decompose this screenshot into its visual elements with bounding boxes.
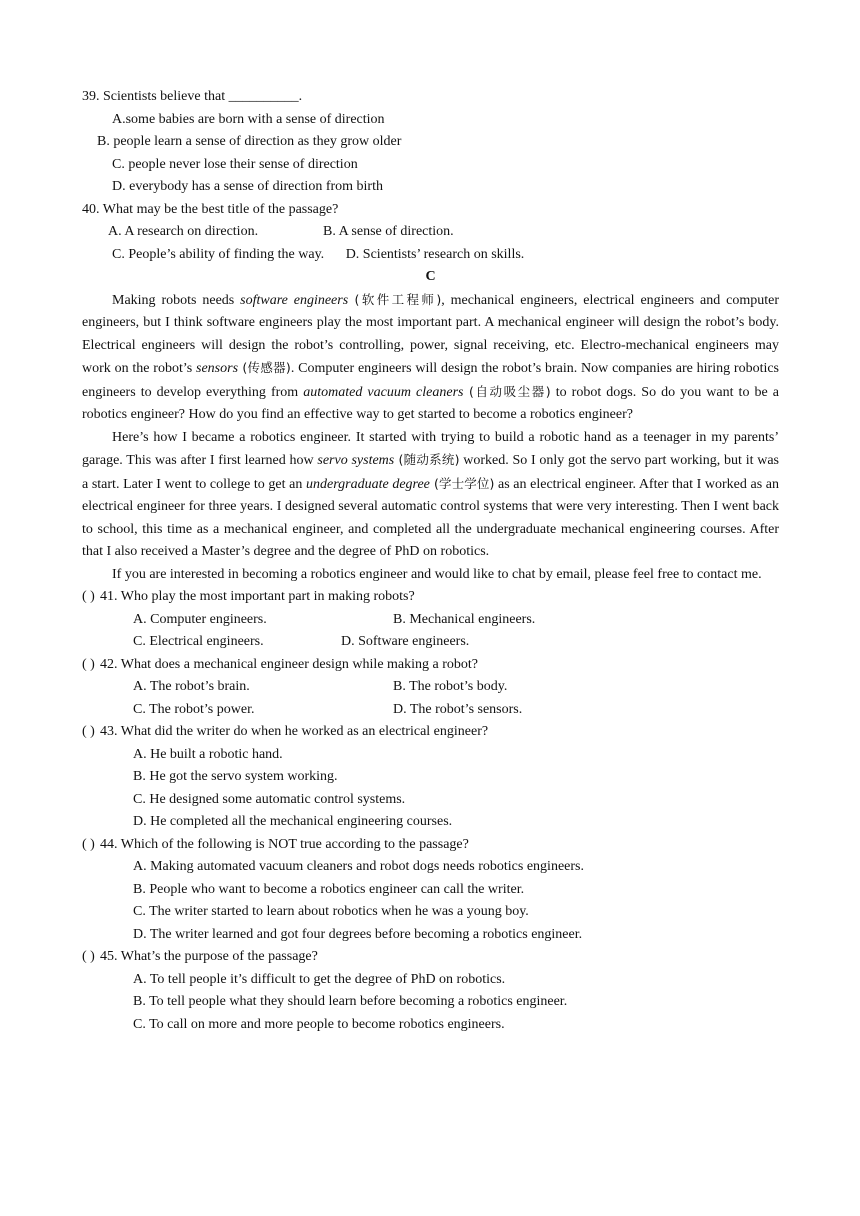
passage-paragraph-2: Here’s how I became a robotics engineer. It started with trying to build a robotic hand as a teenager in my parents’ garage. This was after I first learned how servo systems (随动系统) worked. So I only got the servo part working, but it was a start. Later I went to college to get an undergraduate degree (学士学位) as an electrical engineer. After that I worked as an electrical engineer for three years. I designed several automatic control systems that were very interesting. Then I went back to school, this time as a mechanical engineer, and completed all the undergraduate mechanical engineering courses. After that I also received a Master’s degree and the degree of PhD on robotics. — [82, 429, 780, 559]
q41-option-b: B. Mechanical engineers. — [393, 611, 536, 627]
q41-option-c: C. Electrical engineers. — [133, 634, 264, 649]
q43-option-c: C. He designed some automatic control systems. — [133, 791, 406, 807]
q43-option-d: D. He completed all the mechanical engineering courses. — [133, 814, 453, 829]
q43-stem: ( ) 43. What did the writer do when he worked as an electrical engineer? — [82, 721, 779, 744]
passage-paragraph-3: If you are interested in becoming a robotics engineer and would like to chat by email, please feel free to contact me. — [112, 566, 762, 582]
q40-options-ab — [82, 221, 779, 244]
q40-stem: 40. What may be the best title of the passage? — [82, 201, 339, 217]
q41-options-cd — [82, 631, 779, 654]
q44-option-a: A. Making automated vacuum cleaners and robot dogs needs robotics engineers. — [133, 859, 584, 874]
q42-option-c: C. The robot’s power. — [133, 701, 255, 717]
q40-options-cd — [82, 244, 779, 267]
q41-option-a: A. Computer engineers. — [133, 611, 267, 627]
q44-stem: ( ) 44. Which of the following is NOT true according to the passage? — [82, 834, 779, 857]
passage-paragraph-1: Making robots needs software engineers (软件工程师), mechanical engineers, electrical engineers and computer engineers, but I think software engineers play the most important part. A mechanical engineer will design the robot’s body. Electrical engineers will design the robot’s controlling, power, signal receiving, etc. Electro-mechanical engineers may work on the robot’s sensors (传感器). Computer engineers will design the robot’s brain. Now companies are hiring robotics engineers to develop everything from automated vacuum cleaners (自动吸尘器) to robot dogs. So do you want to be a robotics engineer? How do you find an effective way to get started to become a robotics engineer? — [82, 291, 780, 422]
q45-option-c: C. To call on more and more people to become robotics engineers. — [133, 1016, 505, 1032]
answer-blank[interactable]: ( ) — [82, 589, 95, 604]
q42-option-a: A. The robot’s brain. — [133, 679, 250, 694]
q40-option-a: A. A research on direction. — [108, 224, 259, 239]
q43-option-b: B. He got the servo system working. — [133, 769, 338, 784]
answer-blank[interactable]: ( ) — [82, 949, 95, 964]
q40-option-d: D. Scientists’ research on skills. — [345, 246, 525, 262]
q44-option-d: D. The writer learned and got four degrees before becoming a robotics engineer. — [133, 926, 583, 942]
q44-option-b: B. People who want to become a robotics engineer can call the writer. — [133, 881, 525, 897]
q42-option-d: D. The robot’s sensors. — [393, 701, 523, 717]
q42-options-cd — [82, 699, 779, 722]
q43-option-a: A. He built a robotic hand. — [133, 746, 283, 762]
q39-option-b: B. people learn a sense of direction as they grow older — [97, 134, 402, 149]
q45-stem: ( ) 45. What’s the purpose of the passage? — [82, 946, 779, 969]
q40-option-c: C. People’s ability of finding the way. — [112, 246, 325, 262]
answer-blank[interactable]: ( ) — [82, 656, 95, 672]
q45-option-a: A. To tell people it’s difficult to get the degree of PhD on robotics. — [133, 971, 506, 987]
q44-option-c: C. The writer started to learn about robotics when he was a young boy. — [133, 904, 529, 919]
section-heading: C — [425, 269, 436, 284]
q45-option-b: B. To tell people what they should learn before becoming a robotics engineer. — [133, 994, 568, 1009]
q42-options-ab — [82, 676, 779, 699]
q41-stem: ( ) 41. Who play the most important part in making robots? — [82, 586, 779, 609]
q39-option-d: D. everybody has a sense of direction from birth — [112, 179, 383, 194]
exam-page — [82, 86, 779, 1036]
answer-blank[interactable]: ( ) — [82, 724, 95, 739]
answer-blank[interactable]: ( ) — [82, 836, 95, 852]
q39-option-a: A.some babies are born with a sense of direction — [112, 111, 385, 127]
q39-option-c: C. people never lose their sense of direction — [112, 156, 358, 172]
q41-option-d: D. Software engineers. — [341, 634, 470, 649]
q42-stem: ( ) 42. What does a mechanical engineer design while making a robot? — [82, 654, 779, 677]
q42-option-b: B. The robot’s body. — [393, 679, 508, 694]
q40-option-b: B. A sense of direction. — [323, 224, 454, 239]
q41-options-ab — [82, 609, 779, 632]
q39-stem: 39. Scientists believe that __________. — [82, 89, 303, 104]
